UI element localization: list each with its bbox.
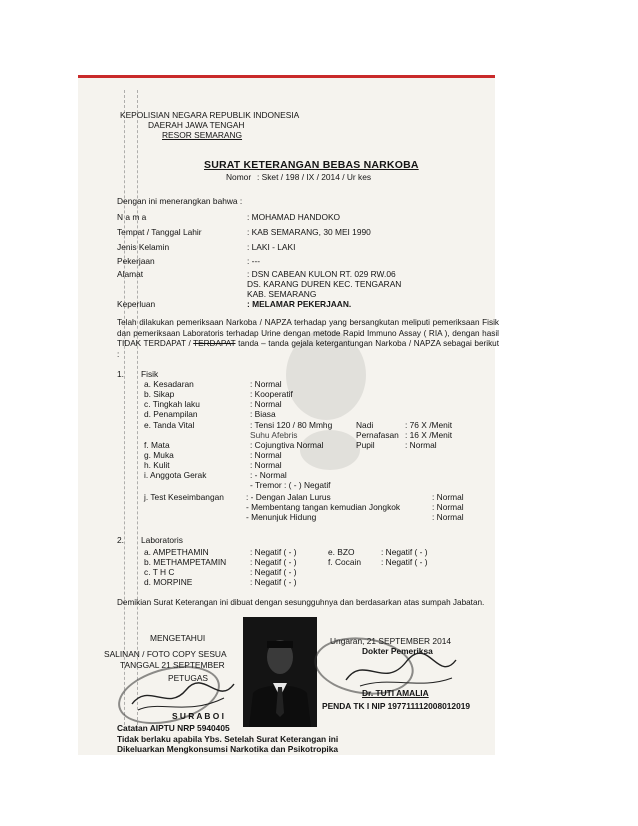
lab-item-label: f. Cocain bbox=[328, 557, 362, 567]
vital-value: : 16 X /Menit bbox=[405, 430, 453, 440]
keseimbangan-test: - Membentang tangan kemudian Jongkok bbox=[246, 502, 401, 512]
paragraph-part-1: Telah dilakukan pemeriksaan Narkoba / NAPZA terhadap yang bersangkutan meliputi pemeriksaan Fisik dan pemeriksaan Laboratoris terhadap Urine dengan metode Rapid Immuno Assay ( RIA ), dengan hasil TIDAK TERDAPAT / bbox=[117, 318, 499, 349]
fisik-item-value: : Kooperatif bbox=[250, 389, 293, 399]
identity-label: N a m a bbox=[117, 212, 147, 222]
place-date: Ungaran, 21 SEPTEMBER 2014 bbox=[330, 636, 452, 646]
doctor-signature bbox=[340, 650, 460, 692]
portrait-photo bbox=[243, 617, 317, 727]
vital-label: Nadi bbox=[356, 420, 374, 430]
vital-label: Pernafasan bbox=[356, 430, 399, 440]
fisik-item-label: c. Tingkah laku bbox=[144, 399, 200, 409]
nomor-label: Nomor bbox=[226, 172, 252, 182]
doctor-role: Dokter Pemeriksa bbox=[362, 646, 433, 656]
lab-item-value: : Negatif ( - ) bbox=[250, 567, 297, 577]
identity-label: Jenis Kelamin bbox=[117, 242, 170, 252]
fisik-item-value: : Normal bbox=[250, 379, 282, 389]
fisik-item-label: i. Anggota Gerak bbox=[144, 470, 207, 480]
identity-value: DS. KARANG DUREN KEC. TENGARAN bbox=[247, 279, 402, 289]
fisik-item-value: Suhu Afebris bbox=[250, 430, 298, 440]
identity-value: : MELAMAR PEKERJAAN. bbox=[247, 299, 352, 309]
fold-line bbox=[124, 90, 126, 730]
identity-label: Tempat / Tanggal Lahir bbox=[117, 227, 202, 237]
fisik-item-label: b. Sikap bbox=[144, 389, 175, 399]
vital-value: : Normal bbox=[405, 440, 437, 450]
petugas-signature bbox=[128, 676, 238, 716]
header-line-3: RESOR SEMARANG bbox=[162, 130, 243, 140]
closing-text: Demikian Surat Keterangan ini dibuat dengan sesungguhnya dan berdasarkan atas sumpah Jabatan. bbox=[117, 598, 485, 607]
identity-label: Pekerjaan bbox=[117, 256, 155, 266]
identity-label: Alamat bbox=[117, 269, 144, 279]
lab-item-label: e. BZO bbox=[328, 547, 355, 557]
lab-item-value: : Negatif ( - ) bbox=[250, 557, 297, 567]
identity-value: KAB. SEMARANG bbox=[247, 289, 317, 299]
identity-label: Keperluan bbox=[117, 299, 156, 309]
petugas-name: S U R A B O I bbox=[172, 711, 224, 721]
fisik-item-value: : - Normal bbox=[250, 470, 287, 480]
header-line-2: DAERAH JAWA TENGAH bbox=[148, 120, 245, 130]
doctor-nip: PENDA TK I NIP 197711112008012019 bbox=[322, 701, 471, 711]
paragraph-struck-word: TERDAPAT bbox=[193, 339, 236, 349]
fisik-item-value: : Tensi 120 / 80 Mmhg bbox=[250, 420, 333, 430]
lab-item-value: : Negatif ( - ) bbox=[250, 577, 297, 587]
footer-line-1: Tidak berlaku apabila Ybs. Setelah Surat Keterangan ini bbox=[117, 734, 339, 744]
keseimbangan-result: : Normal bbox=[432, 512, 464, 522]
fisik-item-value: : Normal bbox=[250, 460, 282, 470]
lab-item-value: : Negatif ( - ) bbox=[381, 557, 428, 567]
lab-item-value: : Negatif ( - ) bbox=[381, 547, 428, 557]
vital-value: : 76 X /Menit bbox=[405, 420, 453, 430]
salinan-label: SALINAN / FOTO COPY SESUA bbox=[104, 649, 227, 659]
lab-item-label: b. METHAMPETAMIN bbox=[144, 557, 227, 567]
fisik-number: 1. bbox=[117, 369, 124, 379]
vital-label: Pupil bbox=[356, 440, 375, 450]
fisik-item-value: : Normal bbox=[250, 450, 282, 460]
document-title: SURAT KETERANGAN BEBAS NARKOBA bbox=[204, 159, 419, 171]
fisik-item-label: e. Tanda Vital bbox=[144, 420, 195, 430]
lab-item-label: c. T H C bbox=[144, 567, 175, 577]
fold-line bbox=[137, 90, 139, 730]
identity-value: : KAB SEMARANG, 30 MEI 1990 bbox=[247, 227, 371, 237]
doctor-name: Dr. TUTI AMALIA bbox=[362, 688, 429, 698]
fisik-item-value: : Cojungtiva Normal bbox=[250, 440, 324, 450]
identity-value: : MOHAMAD HANDOKO bbox=[247, 212, 341, 222]
lab-heading: Laboratoris bbox=[141, 535, 183, 545]
identity-value: : --- bbox=[247, 256, 261, 266]
keseimbangan-result: : Normal bbox=[432, 492, 464, 502]
lab-item-label: d. MORPINE bbox=[144, 577, 193, 587]
keseimbangan-test: - Menunjuk Hidung bbox=[246, 512, 317, 522]
header-line-1: KEPOLISIAN NEGARA REPUBLIK INDONESIA bbox=[120, 110, 300, 120]
nomor-value: : Sket / 198 / IX / 2014 / Ur kes bbox=[257, 172, 372, 182]
fisik-item-label: f. Mata bbox=[144, 440, 170, 450]
lab-item-label: a. AMPETHAMIN bbox=[144, 547, 209, 557]
person-silhouette-icon bbox=[243, 617, 317, 727]
scan-smudge bbox=[286, 330, 366, 420]
paragraph-part-2: tanda – tanda gejala ketergantungan Narkoba / NAPZA sebagai berikut : bbox=[117, 339, 499, 359]
keseimbangan-label: j. Test Keseimbangan bbox=[144, 492, 224, 502]
fisik-item-label: h. Kulit bbox=[144, 460, 170, 470]
fisik-heading: Fisik bbox=[141, 369, 159, 379]
fisik-item-label: g. Muka bbox=[144, 450, 174, 460]
fisik-item-value: : Biasa bbox=[250, 409, 276, 419]
fisik-item-label: d. Penampilan bbox=[144, 409, 198, 419]
keseimbangan-test: : - Dengan Jalan Lurus bbox=[246, 492, 331, 502]
identity-value: : DSN CABEAN KULON RT. 029 RW.06 bbox=[247, 269, 396, 279]
top-edge-line bbox=[78, 75, 495, 78]
scan-smudge bbox=[300, 430, 360, 470]
intro-text: Dengan ini menerangkan bahwa : bbox=[117, 196, 243, 206]
lab-number: 2. bbox=[117, 535, 124, 545]
catatan-line: Catatan AIPTU NRP 5940405 bbox=[117, 723, 230, 733]
fisik-item-value: : Normal bbox=[250, 399, 282, 409]
petugas-label: PETUGAS bbox=[168, 673, 209, 683]
fisik-item-label: a. Kesadaran bbox=[144, 379, 194, 389]
tanggal-label: TANGGAL 21 SEPTEMBER bbox=[120, 660, 225, 670]
identity-value: : LAKI - LAKI bbox=[247, 242, 296, 252]
mengetahui-label: MENGETAHUI bbox=[150, 633, 206, 643]
keseimbangan-result: : Normal bbox=[432, 502, 464, 512]
fisik-item-value: - Tremor : ( - ) Negatif bbox=[250, 480, 331, 490]
footer-line-2: Dikeluarkan Mengkonsumsi Narkotika dan Psikotropika bbox=[117, 744, 339, 754]
lab-item-value: : Negatif ( - ) bbox=[250, 547, 297, 557]
